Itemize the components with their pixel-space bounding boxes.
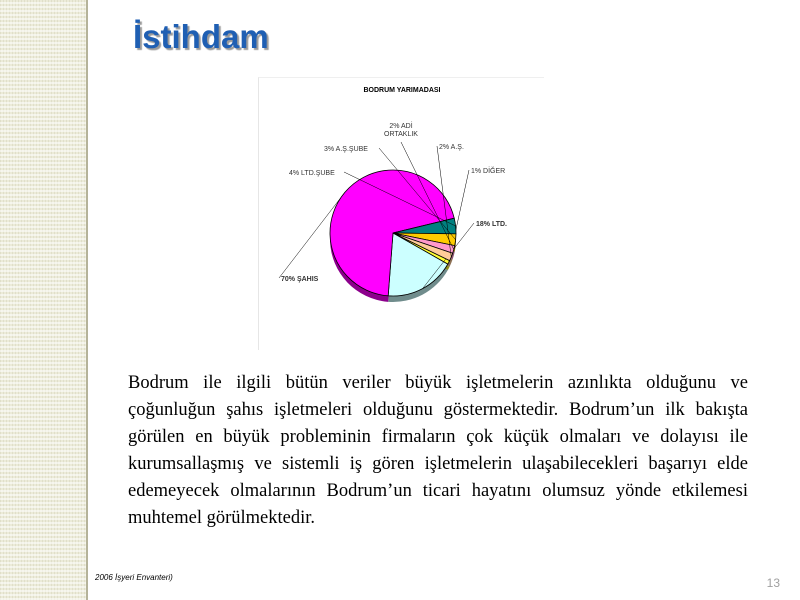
pie-slice-label: 4% LTD.ŞUBE [289,170,335,177]
pie-slice-label: 18% LTD. [476,221,507,228]
pie-chart-panel [258,77,544,350]
pie-chart [259,78,544,350]
pie-slice-label: 1% DİĞER [471,168,506,175]
pie-slice-label: 2% ADİ ORTAKLIK [384,123,418,138]
decorative-side-stripe [0,0,86,600]
pie-slice-label: 3% A.Ş.ŞUBE [324,146,368,153]
slide-title: İstihdam [133,18,269,55]
body-paragraph: Bodrum ile ilgili bütün veriler büyük işletmelerin azınlıkta olduğunu ve çoğunluğun şahıs işletmeleri olduğunu göstermektedir. Bodrum’un ilk bakışta görülen en büyük probleminin firmaların çok küçük olmaları ve dolayısı ile kurumsallaşmış ve sistemli iş gören işletmelerin ulaşabilecekleri başarıyı elde edemeyecek olmalarının Bodrum’un ticari hayatını olumsuz yönde etkilemesi muhtemel görülmektedir. [128,373,748,528]
source-note: 2006 İşyeri Envanteri) [95,573,173,582]
pie-slice-label: 2% A.Ş. [439,144,464,151]
page-number: 13 [766,576,780,590]
side-divider [86,0,88,600]
chart-title: BODRUM YARIMADASI [363,87,441,94]
pie-slice-label: 70% ŞAHIS [281,276,319,283]
